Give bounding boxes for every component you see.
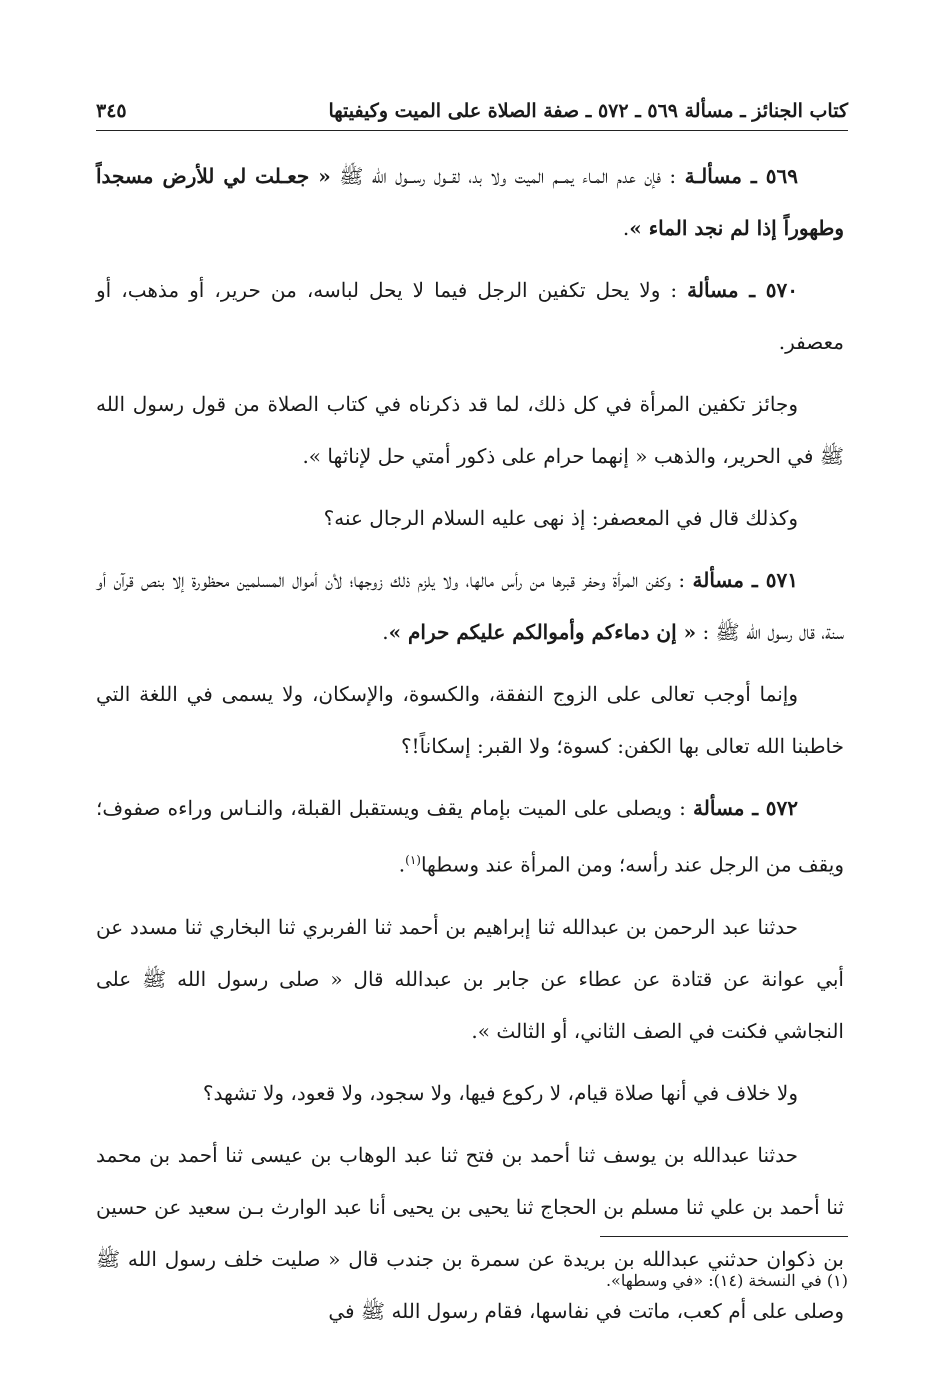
issue-text-569: : فإن عدم المـاء يمــم الميت ولا بد، لقــول رســول الله ﷺ [339,164,677,188]
main-text [96,150,844,1347]
paragraph-572 [96,782,844,891]
footnote-divider [600,1236,848,1237]
running-title: كتاب الجنائز ـ مسألة ٥٦٩ ـ ٥٧٢ ـ صفة الصلاة على الميت وكيفيتها [328,100,848,122]
page-number: ٣٤٥ [96,100,127,122]
issue-number-571: ٥٧١ ـ مسألة [692,568,798,592]
paragraph-570 [96,264,844,368]
paragraph-hadith-jabir: حدثنا عبد الرحمن بن عبدالله ثنا إبراهيم بن أحمد ثنا الفربري ثنا البخاري ثنا مسدد عن أبي عوانة عن قتادة عن عطاء عن جابر بن عبدالله قال « صلى رسول الله ﷺ على النجاشي فكنت في الصف الثاني، أو الثالث ». [96,914,844,1043]
paragraph-women-shroud: وجائز تكفين المرأة في كل ذلك، لما قد ذكرناه في كتاب الصلاة من قول رسول الله ﷺ في الحرير، والذهب « إنهما حرام على ذكور أمتي حل لإناثها ». [96,392,844,468]
footnote-marker: (١) [405,853,421,867]
issue-text-570: : ولا يحل تكفين الرجل فيما لا يحل لباسه، من حرير، أو مذهب، أو معصفر. [96,278,844,354]
paragraph-nafaqa: وإنما أوجب تعالى على الزوج النفقة، والكسوة، والإسكان، ولا يسمى في اللغة التي خاطبنا الله تعالى بها الكفن: كسوة؛ ولا القبر: إسكاناً!؟ [96,682,844,758]
paragraph-musfar: وكذلك قال في المعصفر: إذ نهى عليه السلام الرجال عنه؟ [323,506,798,530]
page-header [96,82,848,122]
issue-number-569: ٥٦٩ ـ مسألـة [684,164,799,188]
paragraph-no-dispute: ولا خلاف في أنها صلاة قيام، لا ركوع فيها، ولا سجود، ولا قعود، ولا تشهد؟ [202,1080,798,1105]
period-571: . [382,620,389,644]
period-572: . [398,852,406,877]
paragraph-571 [96,554,844,658]
issue-text-571: : وكفن المرأة وحفر قبرها من رأس مالها، ولا يلزم ذلك زوجها؛ لأن أموال المسلمين محظورة إلا بنص قرآن أو سنة، قال رسول الله ﷺ : [96,568,844,644]
period-569: . [622,216,630,240]
paragraph-569 [96,150,844,254]
issue-number-572: ٥٧٢ ـ مسألة [693,796,799,820]
issue-number-570: ٥٧٠ ـ مسألة [687,278,799,302]
header-divider [96,130,848,131]
issue-text-572: : ويصلى على الميت بإمام يقف ويستقبل القبلة، والنـاس وراءه صفوف؛ ويقف من الرجل عند رأسه؛ ومن المرأة عند وسطها [96,796,844,877]
hadith-quote-571: « إن دماءكم وأموالكم عليكم حرام » [388,620,697,644]
paragraph-hadith-samura: حدثنا عبدالله بن يوسف ثنا أحمد بن فتح ثنا عبد الوهاب بن عيسى ثنا أحمد بن محمد ثنا أحمد بن علي ثنا مسلم بن الحجاج ثنا يحيى بن يحيى أنا عبد الوارث بـن سعيد عن حسين بن ذكوان حدثني عبدالله بن بريدة عن سمرة بن جندب قال « صليت خلف رسول الله ﷺ وصلى على أم كعب، ماتت في نفاسها، فقام رسول الله ﷺ في [96,1142,844,1323]
hadith-quote-569: « جعـلت لي للأرض مسجداً وطهوراً إذا لم نجد الماء » [96,164,844,240]
footnote: (١) في النسخة (١٤): «في وسطها». [605,1271,848,1290]
